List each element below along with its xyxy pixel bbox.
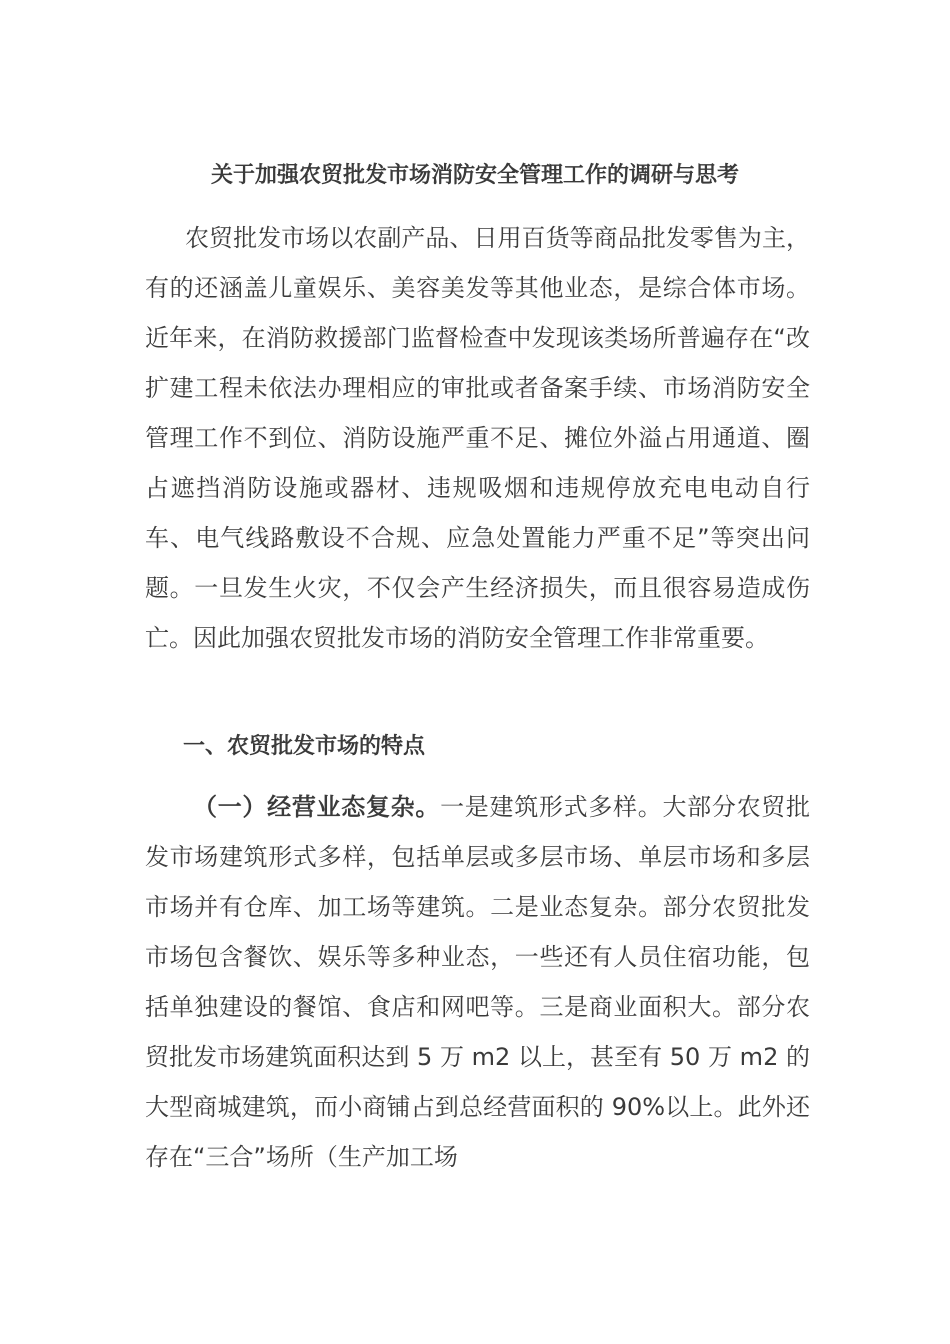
document-title: 关于加强农贸批发市场消防安全管理工作的调研与思考 <box>210 163 739 188</box>
subsection-lead: （一）经营业态复杂。 <box>193 793 441 821</box>
paragraph-business-complexity <box>145 782 810 1182</box>
subsection-text: 一是建筑形式多样。大部分农贸批发市场建筑形式多样，包括单层或多层市场、单层市场和多层市场并有仓库、加工场等建筑。二是业态复杂。部分农贸批发市场包含餐饮、娱乐等多种业态，一些还有人员住宿功能，包括单独建设的餐馆、食店和网吧等。三是商业面积大。部分农贸批发市场建筑面积达到 5 万 m2 以上，甚至有 50 万 m2 的大型商城建筑，而小商铺占到总经营面积的 90%以上。此外还存在“三合”场所（生产加工场 <box>145 793 811 1171</box>
paragraph-intro: 农贸批发市场以农副产品、日用百货等商品批发零售为主，有的还涵盖儿童娱乐、美容美发等其他业态，是综合体市场。近年来，在消防救援部门监督检查中发现该类场所普遍存在“改扩建工程未依法办理相应的审批或者备案手续、市场消防安全管理工作不到位、消防设施严重不足、摊位外溢占用通道、圈占遮挡消防设施或器材、违规吸烟和违规停放充电电动自行车、电气线路敷设不合规、应急处置能力严重不足”等突出问题。一旦发生火灾，不仅会产生经济损失，而且很容易造成伤亡。因此加强农贸批发市场的消防安全管理工作非常重要。 <box>145 224 810 652</box>
section-heading-characteristics: 一、农贸批发市场的特点 <box>183 734 426 759</box>
